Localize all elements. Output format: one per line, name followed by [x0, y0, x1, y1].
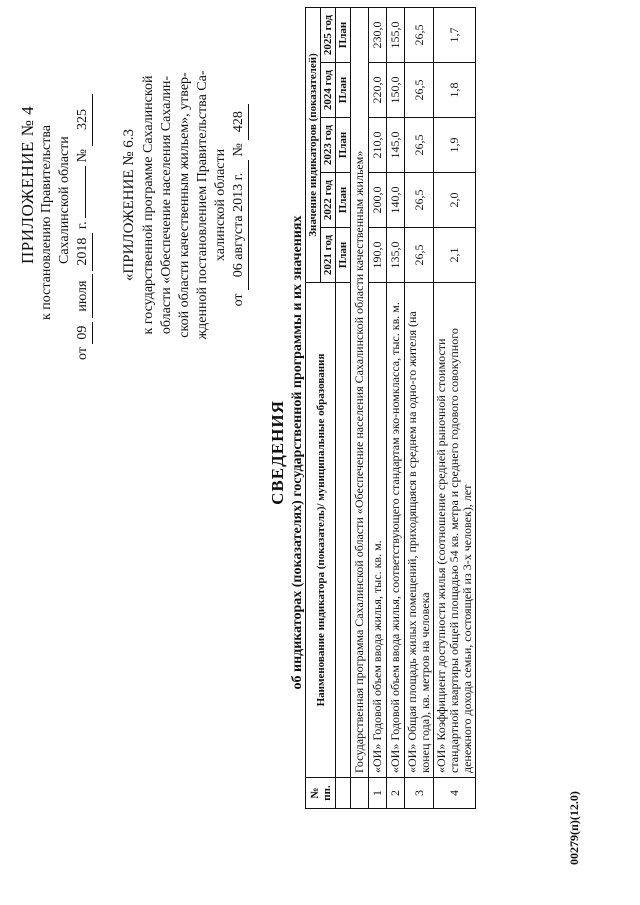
row-value: 2,1 [434, 228, 476, 283]
footer-code: 00279(п)(12.0) [567, 791, 581, 865]
table-row [387, 8, 405, 809]
year-2022: 2022 год [321, 173, 336, 228]
section-title: Государственная программа Сахалинской области «Обеспечение населения Сахалинской области качественным жильем» [351, 8, 369, 778]
appendix-6-3-date-line [230, 25, 249, 385]
appendix-4-date-month: июля [74, 274, 93, 318]
row-value: 26,5 [405, 173, 434, 228]
row-number: 3 [405, 778, 434, 809]
plan-label: План [336, 173, 351, 228]
appendix-4-date-prefix: от [75, 347, 90, 360]
header-values: Значение индикаторов (показателей) [306, 8, 321, 283]
appendix-6-3-line1: к государственной программе Сахалинской [141, 75, 156, 335]
appendix-4-date-year: 2018 [74, 233, 93, 271]
appendix-4-date-day: 09 [74, 322, 93, 344]
year-2023: 2023 год [321, 118, 336, 173]
row-value: 135,0 [387, 228, 405, 283]
plan-blank-num [336, 778, 351, 809]
appendix-6-3-line5: халинской области [213, 148, 228, 262]
section-row [351, 8, 369, 809]
row-value: 26,5 [405, 228, 434, 283]
svedeniya-title: СВЕДЕНИЯ [268, 400, 287, 505]
header-num: № пп. [306, 778, 336, 809]
appendix-4-line1: к постановлению Правительства [39, 124, 54, 320]
row-indicator-name: «ОИ» Годовой объем ввода жилья, соответствующего стандартам эко-номкласса, тыс. кв. м. [387, 283, 405, 778]
year-2024: 2024 год [321, 63, 336, 118]
plan-label: План [336, 63, 351, 118]
row-value: 1,8 [434, 63, 476, 118]
row-value: 155,0 [387, 8, 405, 63]
appendix-4-header [18, 40, 93, 360]
row-value: 220,0 [369, 63, 387, 118]
appendix-4-line2: Сахалинской области [57, 136, 72, 264]
row-number: 1 [369, 778, 387, 809]
table-row [405, 8, 434, 809]
row-indicator-name: «ОИ» Коэффициент доступности жилья (соотношение средней рыночной стоимости стандартной квартиры общей площадью 54 кв. метра и среднего годового совокупного денежного дохода семьи, состоящей из 3-х человек), лет [434, 283, 476, 778]
appendix-6-3-line2: области «Обеспечение населения Сахалин- [159, 75, 174, 335]
row-value: 26,5 [405, 8, 434, 63]
appendix-4-date-line [74, 40, 93, 360]
row-value: 26,5 [405, 118, 434, 173]
appendix-4-num: 325 [74, 94, 93, 146]
appendix-6-3-line4: жденной постановлением Правительства Са- [195, 70, 210, 340]
row-number: 4 [434, 778, 476, 809]
plan-blank-name [336, 283, 351, 778]
appendix-4-num-prefix: № [75, 149, 90, 163]
appendix-4-title: ПРИЛОЖЕНИЕ № 4 [18, 105, 37, 264]
appendix-4-date-suffix: г. [75, 221, 90, 230]
row-value: 200,0 [369, 173, 387, 228]
row-value: 1,7 [434, 8, 476, 63]
row-value: 230,0 [369, 8, 387, 63]
row-value: 26,5 [405, 63, 434, 118]
appendix-6-3-header [120, 25, 249, 385]
plan-label: План [336, 118, 351, 173]
plan-label: План [336, 228, 351, 283]
appendix-6-3-num: 428 [230, 104, 249, 140]
row-value: 2,0 [434, 173, 476, 228]
table-row [369, 8, 387, 809]
appendix-6-3-title: «ПРИЛОЖЕНИЕ № 6.3 [121, 128, 137, 282]
row-value: 140,0 [387, 173, 405, 228]
table-row [434, 8, 476, 809]
year-2025: 2025 год [321, 8, 336, 63]
row-indicator-name: «ОИ» Годовой объем ввода жилья, тыс. кв. м. [369, 283, 387, 778]
row-number: 2 [387, 778, 405, 809]
appendix-6-3-date-prefix: от [231, 293, 246, 307]
svedeniya-heading [268, 0, 306, 905]
row-value: 145,0 [387, 118, 405, 173]
year-2021: 2021 год [321, 228, 336, 283]
appendix-4-blank [85, 166, 86, 218]
table-header-row [306, 8, 321, 809]
appendix-6-3-date: 06 августа 2013 г. [230, 160, 249, 290]
row-value: 1,9 [434, 118, 476, 173]
row-value: 150,0 [387, 63, 405, 118]
appendix-6-3-line3: ской области качественным жильем», утвер- [177, 72, 192, 338]
table-plan-row [336, 8, 351, 809]
row-value: 210,0 [369, 118, 387, 173]
indicators-table [305, 7, 476, 809]
section-blank [351, 778, 369, 809]
row-indicator-name: «ОИ» Общая площадь жилых помещений, приходящаяся в среднем на одно-го жителя (на конец года), кв. метров на человека [405, 283, 434, 778]
plan-label: План [336, 8, 351, 63]
header-name: Наименование индикатора (показатель)/ муниципальные образования [306, 283, 336, 778]
appendix-6-3-num-prefix: № [231, 143, 246, 157]
svedeniya-subtitle: об индикаторах (показателях) государственной программы и их значениях [290, 215, 305, 690]
row-value: 190,0 [369, 228, 387, 283]
